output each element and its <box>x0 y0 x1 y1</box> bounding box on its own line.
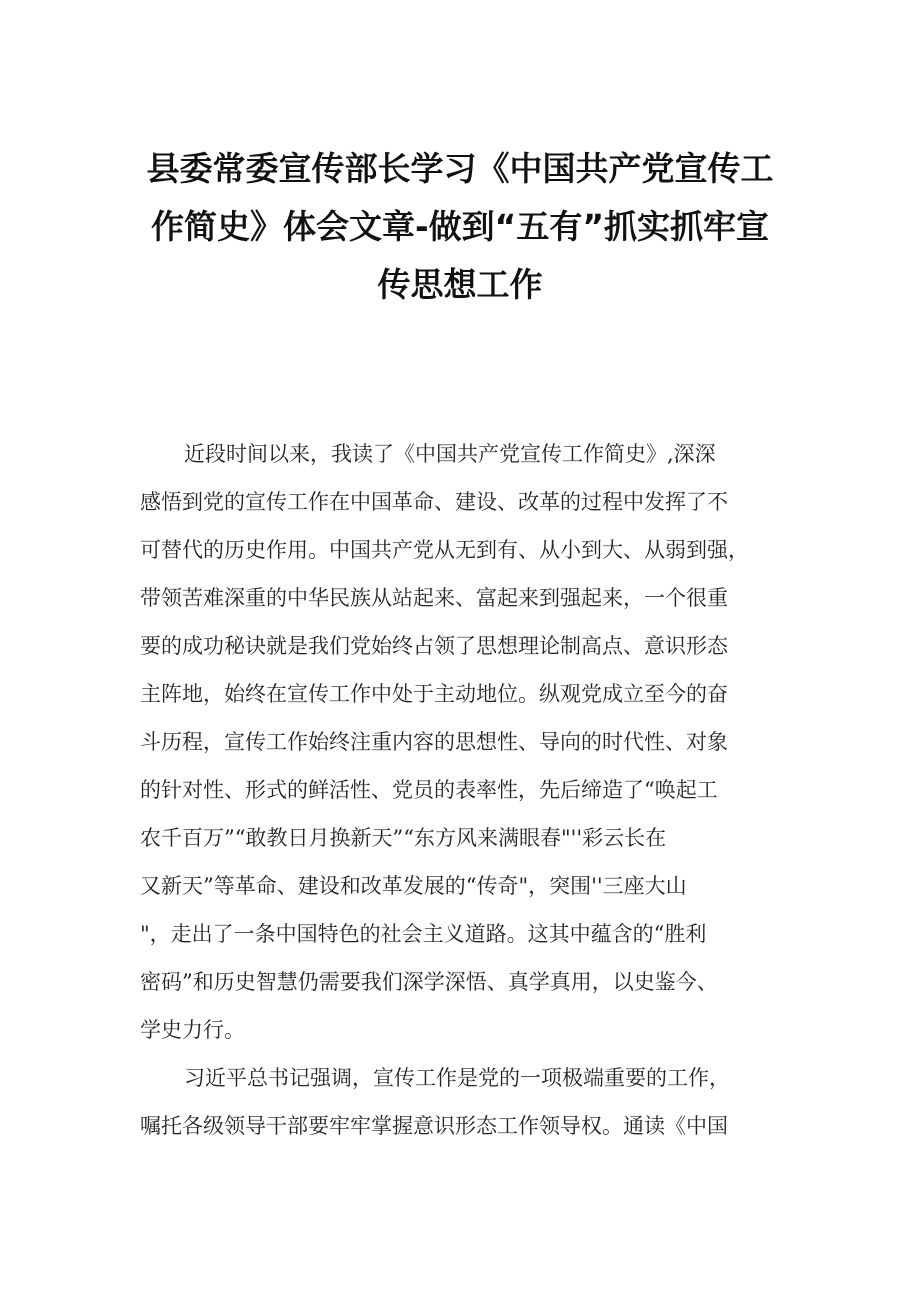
paragraph-2 <box>140 1054 800 1150</box>
paragraph-1-line-10: 又新天”等革命、建设和改革发展的“传奇"，突围''三座大山 <box>140 874 687 898</box>
paragraph-2-line-1: 习近平总书记强调，宣传工作是党的一项极端重要的工作， <box>184 1066 730 1090</box>
paragraph-1-line-9: 农千百万”“敢教日月换新天”“东方风来满眼春"''彩云长在 <box>140 826 667 850</box>
paragraph-1-line-11: "，走出了一条中国特色的社会主义道路。这其中蕴含的“胜利 <box>140 922 707 946</box>
paragraph-1-line-5: 要的成功秘诀就是我们党始终占领了思想理论制高点、意识形态 <box>140 634 728 658</box>
paragraph-1 <box>140 430 800 1054</box>
title-line-3: 传思想工作 <box>377 265 543 304</box>
paragraph-1-line-1: 近段时间以来，我读了《中国共产党宣传工作简史》,深深 <box>184 442 716 466</box>
title-line-2: 作简史》体会文章-做到“五有”抓实抓牢宣 <box>150 207 770 246</box>
article-title <box>110 140 810 314</box>
paragraph-1-line-12: 密码”和历史智慧仍需要我们深学深悟、真学真用，以史鉴今、 <box>140 970 718 994</box>
article-body <box>140 430 800 1150</box>
paragraph-1-line-8: 的针对性、形式的鲜活性、党员的表率性，先后缔造了“唤起工 <box>140 778 718 802</box>
title-line-1: 县委常委宣传部长学习《中国共产党宣传工 <box>146 149 774 188</box>
paragraph-1-line-7: 斗历程，宣传工作始终注重内容的思想性、导向的时代性、对象 <box>140 730 728 754</box>
paragraph-1-line-4: 带领苦难深重的中华民族从站起来、富起来到强起来，一个很重 <box>140 586 728 610</box>
paragraph-1-line-6: 主阵地，始终在宣传工作中处于主动地位。纵观党成立至今的奋 <box>140 682 728 706</box>
paragraph-1-line-2: 感悟到党的宣传工作在中国革命、建设、改革的过程中发挥了不 <box>140 490 728 514</box>
paragraph-1-line-13: 学史力行。 <box>140 1018 245 1042</box>
paragraph-2-line-2: 嘱托各级领导干部要牢牢掌握意识形态工作领导权。通读《中国 <box>140 1114 728 1138</box>
paragraph-1-line-3: 可替代的历史作用。中国共产党从无到有、从小到大、从弱到强， <box>140 538 749 562</box>
